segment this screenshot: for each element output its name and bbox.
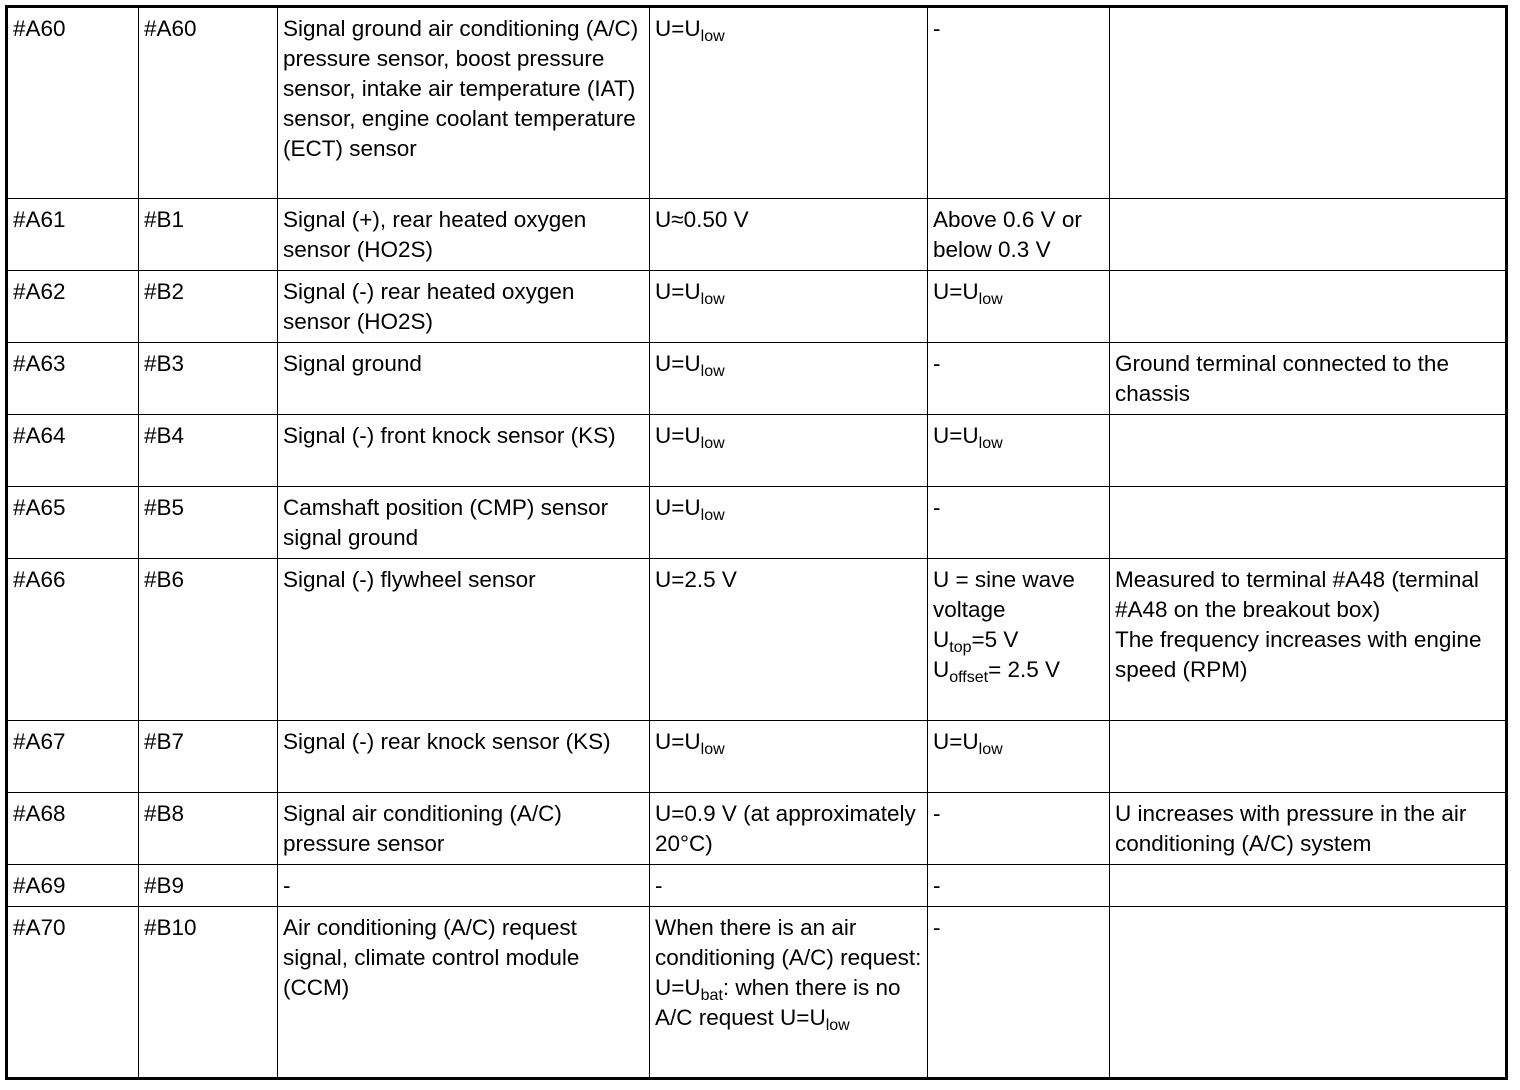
measurement-cell <box>928 721 1110 793</box>
pin-b-cell: #B8 <box>139 793 278 865</box>
description-cell: Air conditioning (A/C) request signal, climate control module (CCM) <box>278 907 650 1079</box>
description-cell: Signal (-) flywheel sensor <box>278 559 650 721</box>
pin-a-cell: #A62 <box>7 271 139 343</box>
note-cell <box>1110 7 1507 199</box>
pin-b-cell: #B10 <box>139 907 278 1079</box>
note-cell <box>1110 721 1507 793</box>
subscript: low <box>825 1017 850 1034</box>
pin-a-cell: #A68 <box>7 793 139 865</box>
value-cell <box>650 865 928 907</box>
table-row <box>7 7 1507 199</box>
note-cell <box>1110 793 1507 865</box>
pin-a-cell: #A65 <box>7 487 139 559</box>
text-segment: - <box>933 16 941 41</box>
note-cell <box>1110 199 1507 271</box>
text-segment: The frequency increases with engine speed (RPM) <box>1115 627 1482 682</box>
text-segment: Measured to terminal #A48 (terminal #A48 on the breakout box) <box>1115 567 1479 622</box>
subscript: bat <box>700 987 723 1004</box>
text-segment: = 2.5 V <box>988 657 1061 682</box>
note-cell <box>1110 271 1507 343</box>
value-cell <box>650 559 928 721</box>
subscript: low <box>700 741 725 758</box>
subscript: top <box>949 639 972 656</box>
value-cell <box>650 721 928 793</box>
pin-b-cell: #B1 <box>139 199 278 271</box>
text-segment: When there is an air conditioning (A/C) request: U=U <box>655 915 922 1000</box>
pin-b-cell: #B2 <box>139 271 278 343</box>
measurement-cell <box>928 271 1110 343</box>
table-row <box>7 559 1507 721</box>
pinout-table-body <box>7 7 1507 1079</box>
table-row <box>7 793 1507 865</box>
table-row <box>7 199 1507 271</box>
value-cell <box>650 271 928 343</box>
text-segment: Above 0.6 V or below 0.3 V <box>933 207 1082 262</box>
text-segment: U=U <box>655 495 701 520</box>
pin-a-cell: #A60 <box>7 7 139 199</box>
text-segment: U=U <box>655 279 701 304</box>
measurement-cell <box>928 907 1110 1079</box>
description-cell: Signal (+), rear heated oxygen sensor (HO2S) <box>278 199 650 271</box>
value-cell <box>650 907 928 1079</box>
description-cell: Camshaft position (CMP) sensor signal ground <box>278 487 650 559</box>
pin-b-cell: #B5 <box>139 487 278 559</box>
subscript: low <box>978 741 1003 758</box>
text-segment: - <box>933 801 941 826</box>
value-cell <box>650 793 928 865</box>
pinout-table <box>5 5 1508 1080</box>
text-segment: U=U <box>933 279 979 304</box>
value-cell <box>650 199 928 271</box>
pin-a-cell: #A61 <box>7 199 139 271</box>
text-segment: U=U <box>933 423 979 448</box>
table-row <box>7 907 1507 1079</box>
description-cell: Signal (-) front knock sensor (KS) <box>278 415 650 487</box>
note-cell <box>1110 559 1507 721</box>
table-row <box>7 271 1507 343</box>
table-row <box>7 343 1507 415</box>
pin-b-cell: #B7 <box>139 721 278 793</box>
subscript: low <box>700 28 725 45</box>
description-cell: Signal (-) rear knock sensor (KS) <box>278 721 650 793</box>
pin-a-cell: #A67 <box>7 721 139 793</box>
value-cell <box>650 415 928 487</box>
subscript: low <box>700 507 725 524</box>
text-segment: - <box>933 495 941 520</box>
text-segment: U = sine wave voltage <box>933 567 1075 622</box>
description-cell: - <box>278 865 650 907</box>
subscript: low <box>978 435 1003 452</box>
value-cell <box>650 7 928 199</box>
pin-b-cell: #A60 <box>139 7 278 199</box>
subscript: low <box>700 291 725 308</box>
subscript: low <box>700 435 725 452</box>
pin-a-cell: #A63 <box>7 343 139 415</box>
text-segment: U=0.9 V (at approximately 20°C) <box>655 801 916 856</box>
pin-a-cell: #A66 <box>7 559 139 721</box>
text-segment: U=U <box>655 729 701 754</box>
note-cell <box>1110 343 1507 415</box>
measurement-cell <box>928 343 1110 415</box>
text-segment: U=U <box>655 351 701 376</box>
text-segment: Ground terminal connected to the chassis <box>1115 351 1449 406</box>
subscript: offset <box>949 669 989 686</box>
description-cell: Signal ground <box>278 343 650 415</box>
pin-b-cell: #B9 <box>139 865 278 907</box>
pin-b-cell: #B3 <box>139 343 278 415</box>
measurement-cell <box>928 559 1110 721</box>
text-segment: U=2.5 V <box>655 567 737 592</box>
note-cell <box>1110 487 1507 559</box>
text-segment: U <box>933 657 950 682</box>
subscript: low <box>978 291 1003 308</box>
measurement-cell <box>928 487 1110 559</box>
note-cell <box>1110 907 1507 1079</box>
text-segment: U=U <box>933 729 979 754</box>
table-row <box>7 721 1507 793</box>
text-segment: - <box>933 915 941 940</box>
text-segment: U <box>933 627 950 652</box>
table-row <box>7 487 1507 559</box>
measurement-cell <box>928 415 1110 487</box>
note-cell <box>1110 865 1507 907</box>
table-row <box>7 415 1507 487</box>
description-cell: Signal air conditioning (A/C) pressure sensor <box>278 793 650 865</box>
pin-b-cell: #B4 <box>139 415 278 487</box>
value-cell <box>650 487 928 559</box>
text-segment: U=U <box>655 16 701 41</box>
description-cell: Signal ground air conditioning (A/C) pressure sensor, boost pressure sensor, intake air temperature (IAT) sensor, engine coolant temperature (ECT) sensor <box>278 7 650 199</box>
pin-a-cell: #A64 <box>7 415 139 487</box>
text-segment: U≈0.50 V <box>655 207 749 232</box>
measurement-cell <box>928 865 1110 907</box>
text-segment: - <box>933 351 941 376</box>
measurement-cell <box>928 7 1110 199</box>
description-cell: Signal (-) rear heated oxygen sensor (HO2S) <box>278 271 650 343</box>
text-segment: - <box>933 873 941 898</box>
text-segment: U=U <box>655 423 701 448</box>
table-row <box>7 865 1507 907</box>
measurement-cell <box>928 199 1110 271</box>
measurement-cell <box>928 793 1110 865</box>
text-segment: : when there is no A/C request U=U <box>655 975 901 1030</box>
text-segment: U increases with pressure in the air conditioning (A/C) system <box>1115 801 1467 856</box>
subscript: low <box>700 363 725 380</box>
text-segment: - <box>655 873 663 898</box>
note-cell <box>1110 415 1507 487</box>
pin-b-cell: #B6 <box>139 559 278 721</box>
pin-a-cell: #A70 <box>7 907 139 1079</box>
pin-a-cell: #A69 <box>7 865 139 907</box>
value-cell <box>650 343 928 415</box>
text-segment: =5 V <box>971 627 1019 652</box>
